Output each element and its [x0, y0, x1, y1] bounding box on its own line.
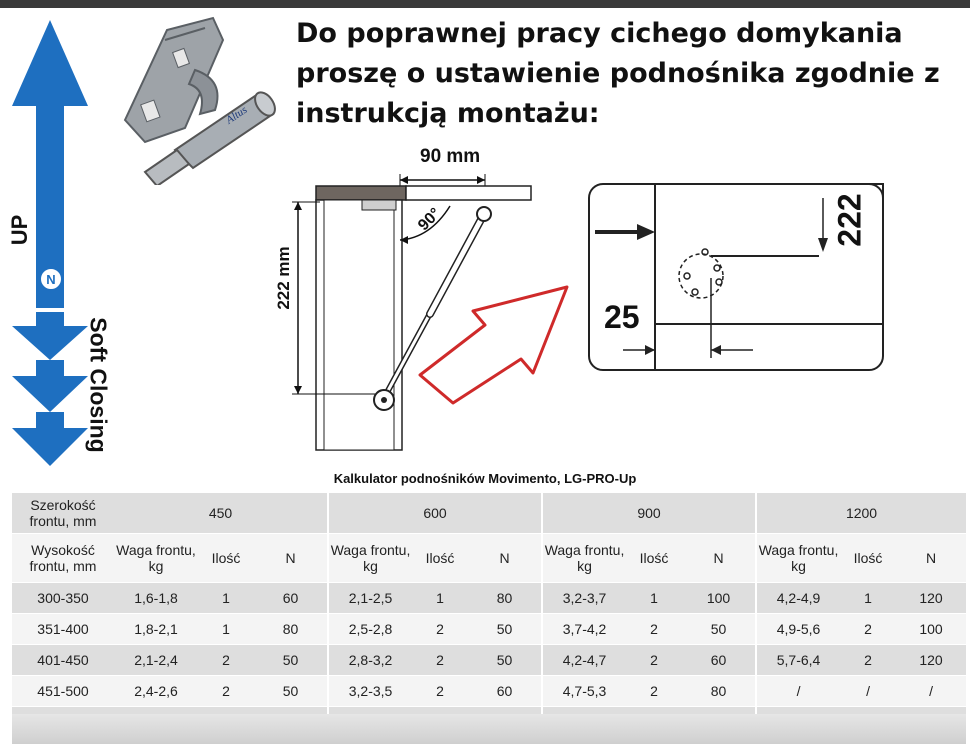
row-height-cell: 451-500	[12, 676, 114, 707]
up-label-box	[0, 210, 40, 250]
down-arrow-icon	[12, 360, 88, 412]
table-cell: 60	[682, 645, 756, 676]
weight-header: Waga frontu, kg	[756, 534, 840, 583]
up-arrow-icon	[12, 20, 88, 308]
force-header: N	[682, 534, 756, 583]
table-cell: 3,2-3,7	[542, 583, 626, 614]
table-cell: 2	[840, 614, 896, 645]
angle-label-box	[410, 205, 450, 235]
table-cell: 1	[412, 583, 468, 614]
top-border	[0, 0, 970, 8]
table-cell: 5,7-6,4	[756, 645, 840, 676]
table-cell: 2	[840, 645, 896, 676]
table-cell: 100	[896, 614, 966, 645]
calculator-table	[12, 493, 966, 738]
force-header: N	[468, 534, 542, 583]
table-cell: /	[840, 676, 896, 707]
calculator-title: Kalkulator podnośników Movimento, LG-PRO-Up	[333, 471, 637, 486]
top-board	[316, 186, 406, 200]
table-cell: 4,9-5,6	[756, 614, 840, 645]
force-header: N	[896, 534, 966, 583]
table-cell: 3,7-4,2	[542, 614, 626, 645]
table-cell: 1	[840, 583, 896, 614]
width-450: 450	[114, 493, 328, 534]
row-height-cell: 300-350	[12, 583, 114, 614]
table-cell: 2	[412, 676, 468, 707]
logo-letter: N	[46, 272, 56, 287]
weight-header: Waga frontu, kg	[114, 534, 198, 583]
table-cell: 2,4-2,6	[114, 676, 198, 707]
width-header-row	[12, 493, 966, 534]
width-600: 600	[328, 493, 542, 534]
table-cell: 50	[254, 645, 328, 676]
dimension-25: 25	[604, 299, 640, 335]
table-cell: 2	[198, 676, 254, 707]
table-cell: /	[896, 676, 966, 707]
table-cell: 1,6-1,8	[114, 583, 198, 614]
table-cell: 50	[468, 614, 542, 645]
qty-header: Ilość	[840, 534, 896, 583]
table-cell: 2,1-2,4	[114, 645, 198, 676]
table-row	[12, 583, 966, 614]
dimension-222-box	[820, 180, 880, 260]
table-row	[12, 676, 966, 707]
height-label-box	[264, 246, 304, 310]
table-cell: 1	[198, 583, 254, 614]
table-cell: 100	[682, 583, 756, 614]
height-header: Wysokość frontu, mm	[12, 534, 114, 583]
product-image	[105, 10, 290, 185]
table-cell: 50	[682, 614, 756, 645]
table-cell: 2	[198, 645, 254, 676]
force-header: N	[254, 534, 328, 583]
damper-brand: Altus	[223, 103, 250, 127]
table-row	[12, 645, 966, 676]
table-cell: 4,7-5,3	[542, 676, 626, 707]
table-cell: 2	[626, 676, 682, 707]
lifted-front	[406, 186, 531, 200]
width-header: Szerokość frontu, mm	[12, 493, 114, 534]
sub-header-row	[12, 534, 966, 583]
mounting-clip-icon	[125, 18, 223, 142]
angle-label: 90°	[415, 205, 445, 235]
table-cell: /	[756, 676, 840, 707]
zoom-arrow-icon	[415, 275, 580, 405]
height-label: 222 mm	[274, 246, 293, 310]
row-height-cell: 401-450	[12, 645, 114, 676]
table-cell: 2	[626, 645, 682, 676]
width-1200: 1200	[756, 493, 966, 534]
qty-header: Ilość	[412, 534, 468, 583]
table-cell: 60	[254, 583, 328, 614]
table-cell: 4,2-4,7	[542, 645, 626, 676]
table-row	[12, 614, 966, 645]
table-cell: 1	[626, 583, 682, 614]
width-900: 900	[542, 493, 756, 534]
soft-closing-label: Soft Closing	[85, 317, 112, 453]
soft-closing-box	[78, 300, 118, 470]
up-label: UP	[7, 214, 32, 246]
table-cell: 2	[412, 614, 468, 645]
weight-header: Waga frontu, kg	[542, 534, 626, 583]
table-cell: 50	[254, 676, 328, 707]
table-cell: 60	[468, 676, 542, 707]
row-height-cell: 351-400	[12, 614, 114, 645]
weight-header: Waga frontu, kg	[328, 534, 412, 583]
table-cell: 3,2-3,5	[328, 676, 412, 707]
table-cell: 2,5-2,8	[328, 614, 412, 645]
table-cell: 1,8-2,1	[114, 614, 198, 645]
table-cell: 4,2-4,9	[756, 583, 840, 614]
dimension-222: 222	[831, 193, 868, 247]
bottom-band	[12, 714, 966, 744]
table-cell: 1	[198, 614, 254, 645]
table-cell: 120	[896, 583, 966, 614]
qty-header: Ilość	[198, 534, 254, 583]
qty-header: Ilość	[626, 534, 682, 583]
table-cell: 2	[412, 645, 468, 676]
page-heading: Do poprawnej pracy cichego domykania proszę o ustawienie podnośnika zgodnie z instrukcją montażu:	[296, 18, 940, 129]
table-cell: 120	[896, 645, 966, 676]
table-cell: 50	[468, 645, 542, 676]
down-arrow-icon	[12, 412, 88, 466]
table-cell: 80	[468, 583, 542, 614]
down-arrow-icon	[12, 312, 88, 360]
table-cell: 80	[254, 614, 328, 645]
table-cell: 2,1-2,5	[328, 583, 412, 614]
table-cell: 2,8-3,2	[328, 645, 412, 676]
table-cell: 80	[682, 676, 756, 707]
table-cell: 2	[626, 614, 682, 645]
width-label: 90 mm	[420, 146, 481, 167]
